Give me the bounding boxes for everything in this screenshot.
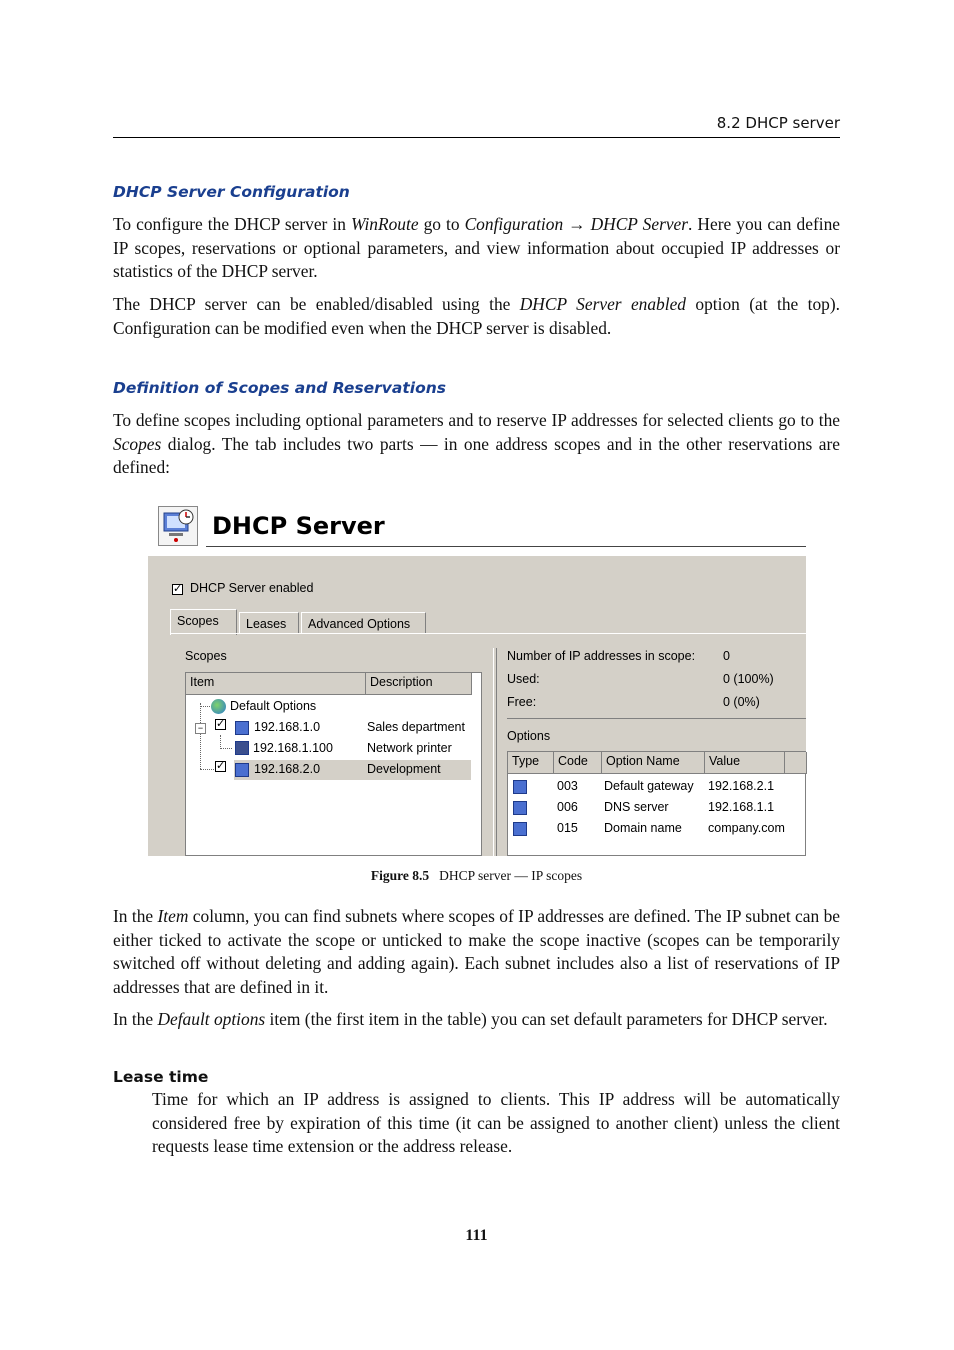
- option-value: 192.168.1.1: [708, 800, 775, 814]
- section-heading-scopes: Definition of Scopes and Reservations: [113, 379, 446, 397]
- option-code: 006: [557, 800, 578, 814]
- option-type-icon: [513, 822, 527, 836]
- scope-desc-192-168-2-0: Development: [367, 762, 441, 776]
- paragraph-configure: To configure the DHCP server in WinRoute go to Configuration → DHCP Server. Here you can define IP scopes, reservations or optional parameters, and view information about occupied IP addresses or statistics of the DHCP server.: [113, 214, 840, 281]
- scope-item-default-options[interactable]: Default Options: [230, 699, 317, 713]
- option-name[interactable]: Domain name: [604, 821, 682, 835]
- col-header-item[interactable]: Item: [186, 673, 366, 695]
- title-rule: [206, 546, 806, 547]
- dhcp-enabled-checkbox[interactable]: ✓: [173, 583, 183, 595]
- tree-line: [200, 706, 210, 707]
- stats-divider: [507, 718, 806, 719]
- scope-checkbox-192-168-2-0[interactable]: ✓: [216, 760, 226, 772]
- scope-item-192-168-2-0[interactable]: 192.168.2.0: [254, 762, 321, 776]
- window-header: [148, 504, 806, 552]
- dhcp-server-icon: [158, 506, 198, 546]
- running-header: 8.2 DHCP server: [716, 114, 840, 132]
- option-name[interactable]: DNS server: [604, 800, 669, 814]
- tree-line: [220, 748, 232, 749]
- options-table[interactable]: [507, 751, 806, 856]
- col-header-code[interactable]: Code: [554, 752, 602, 774]
- tab-scopes[interactable]: Scopes: [170, 609, 237, 635]
- option-name[interactable]: Default gateway: [604, 779, 694, 793]
- tree-line: [200, 769, 214, 770]
- page-number: 111: [465, 1227, 488, 1244]
- paragraph-default-options: In the Default options item (the first item in the table) you can set default parameters for DHCP server.: [113, 1009, 828, 1029]
- scopes-label: Scopes: [185, 649, 227, 663]
- splitter-handle[interactable]: [493, 648, 497, 856]
- collapse-icon[interactable]: −: [195, 723, 206, 734]
- server-icon: [235, 721, 249, 735]
- stat-label-free: Free:: [507, 695, 537, 709]
- stat-value-free: 0 (0%): [723, 695, 760, 709]
- option-value: 192.168.2.1: [708, 779, 775, 793]
- definition-lease-time: Time for which an IP address is assigned to clients. This IP address will be automatically considered free by expiration of this time (it can be assigned to another client) unless the client requests lease time extension or the address release.: [152, 1089, 840, 1156]
- scope-desc-192-168-1-0: Sales department: [367, 720, 465, 734]
- dialog-body: [148, 556, 806, 856]
- server-icon: [235, 763, 249, 777]
- col-header-filler: [785, 752, 807, 774]
- stat-label-used: Used:: [507, 672, 540, 686]
- option-type-icon: [513, 801, 527, 815]
- option-code: 003: [557, 779, 578, 793]
- section-heading-dhcp-config: DHCP Server Configuration: [113, 183, 350, 201]
- globe-icon: [211, 699, 226, 714]
- caption-text: DHCP server — IP scopes: [439, 868, 583, 883]
- reservation-icon: [235, 741, 249, 755]
- tree-line: [220, 735, 222, 747]
- options-label: Options: [507, 729, 551, 743]
- tree-line: [200, 703, 202, 769]
- paragraph-scopes: To define scopes including optional parameters and to reserve IP addresses for selected clients go to the Scopes dialog. The tab includes two parts — in one address scopes and in the other reservations are defined:: [113, 410, 840, 477]
- tab-advanced-options[interactable]: Advanced Options: [301, 612, 426, 634]
- header-rule: [113, 137, 840, 138]
- tab-leases[interactable]: Leases: [239, 612, 299, 634]
- col-header-option-name[interactable]: Option Name: [602, 752, 705, 774]
- term-lease-time: Lease time: [113, 1068, 209, 1086]
- stat-value-used: 0 (100%): [723, 672, 774, 686]
- figure-dhcp-server-screenshot: [148, 504, 806, 856]
- scopes-table[interactable]: [185, 672, 482, 856]
- scope-item-192-168-1-100[interactable]: 192.168.1.100: [253, 741, 333, 755]
- tab-strip-line: [170, 633, 806, 634]
- option-type-icon: [513, 780, 527, 794]
- option-code: 015: [557, 821, 578, 835]
- scope-item-192-168-1-0[interactable]: 192.168.1.0: [254, 720, 321, 734]
- stat-label-total: Number of IP addresses in scope:: [507, 649, 696, 663]
- col-header-value[interactable]: Value: [705, 752, 785, 774]
- caption-label: Figure 8.5: [370, 868, 430, 883]
- option-value: company.com: [708, 821, 785, 835]
- scope-checkbox-192-168-1-0[interactable]: ✓: [216, 718, 226, 730]
- paragraph-item-column: In the Item column, you can find subnets where scopes of IP addresses are defined. The IP subnet can be either ticked to activate the scope or unticked to make the scope inactive (scopes can be temporarily switched off without deleting and adding again). Each subnet includes also a list of reservations of IP addresses that are defined in it.: [113, 906, 840, 997]
- scope-desc-192-168-1-100: Network printer: [367, 741, 452, 755]
- dhcp-enabled-label: DHCP Server enabled: [190, 581, 314, 595]
- col-header-description[interactable]: Description: [366, 673, 472, 695]
- paragraph-enable: The DHCP server can be enabled/disabled using the DHCP Server enabled option (at the top). Configuration can be modified even when the DHCP server is disabled.: [113, 294, 840, 338]
- stat-value-total: 0: [723, 649, 730, 663]
- col-header-type[interactable]: Type: [508, 752, 554, 774]
- window-title: DHCP Server: [212, 512, 385, 540]
- figure-caption: [113, 868, 840, 884]
